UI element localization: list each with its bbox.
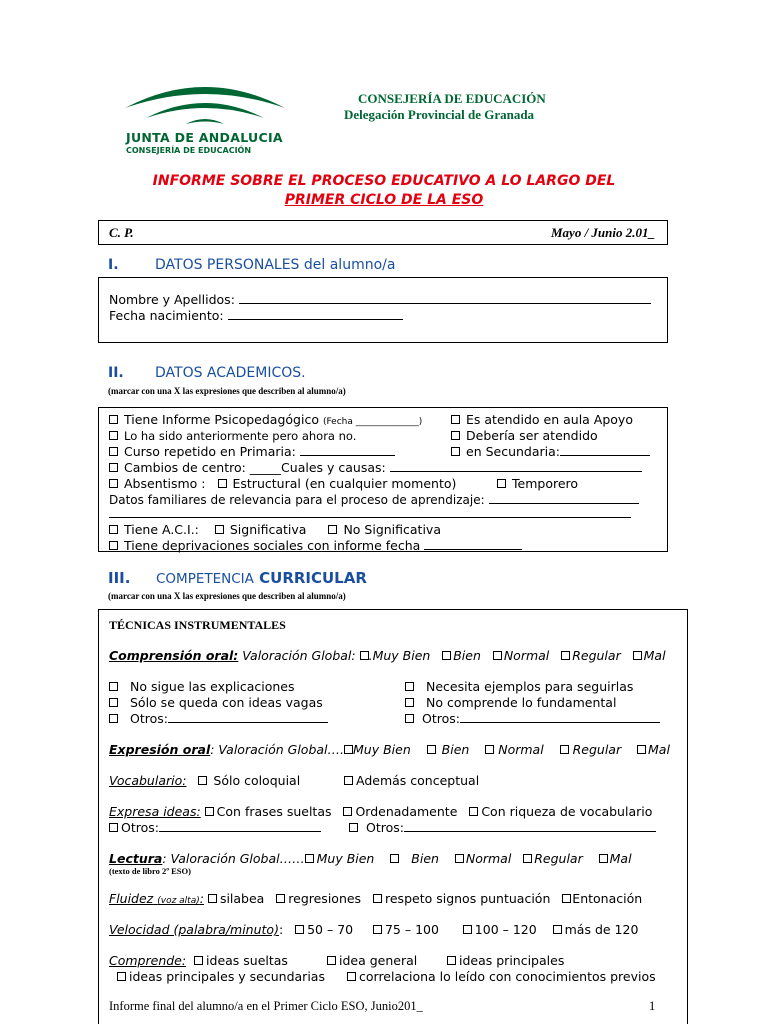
vel-mas-120-checkbox[interactable] [553,925,562,934]
expresion-muy-bien-label: Muy Bien [353,742,411,757]
comprension-label: Comprensión oral: [109,648,239,663]
ordenadamente-checkbox[interactable] [343,807,352,816]
general-row [327,953,417,968]
comprension-otros2-field[interactable] [460,711,660,723]
velocidad-row [109,922,638,937]
familiares-field-2[interactable] [109,506,631,518]
lectura-bien-checkbox[interactable] [390,854,399,863]
name-field[interactable] [239,292,651,304]
birth-label: Fecha nacimiento: [109,308,224,323]
lectura-bien-label: Bien [411,851,439,866]
section3-note: (marcar con una X las expresiones que describen al alumno/a) [108,591,346,601]
frases-label: Con frases sueltas [216,804,332,819]
deprivaciones-field[interactable] [424,538,522,550]
report-title-line1: INFORME SOBRE EL PROCESO EDUCATIVO A LO LARGO DEL [152,173,616,189]
principales-label: ideas principales [459,953,565,968]
deberia-row [451,428,598,443]
vel-75-100-label: 75 – 100 [384,922,439,937]
lectura-muy-bien-label: Muy Bien [316,851,375,866]
aci-checkbox[interactable] [109,525,118,534]
temporero-row [497,476,578,491]
comprension-normal-checkbox[interactable] [493,651,502,660]
expresa-otros2-row [349,820,656,835]
deberia-checkbox[interactable] [451,431,460,440]
estructural-label: Estructural (en cualquier momento) [232,476,457,491]
academic-data-box [98,407,668,552]
lectura-valoracion: : Valoración Global…… [162,851,305,866]
section2-title: DATOS ACADEMICOS. [155,365,306,381]
no-sigue-row [109,679,295,694]
entonacion-checkbox[interactable] [562,894,571,903]
ordenadamente-label: Ordenadamente [355,804,458,819]
expresion-regular-label: Regular [572,742,622,757]
expresa-otros-checkbox[interactable] [109,823,118,832]
logo-subtext: CONSEJERÍA DE EDUCACIÓN [126,146,252,155]
birth-field[interactable] [228,308,403,320]
fluidez-voz: (voz alta) [157,896,200,906]
sueltas-label: ideas sueltas [206,953,288,968]
comprension-row [109,648,666,663]
lectura-regular-checkbox[interactable] [523,854,532,863]
comprension-normal-label: Normal [503,648,550,663]
tecnicas-label: TÉCNICAS INSTRUMENTALES [109,618,286,632]
respeto-label: respeto signos puntuación [385,891,551,906]
section3-number: III. [108,569,131,587]
riqueza-checkbox[interactable] [469,807,478,816]
no-sigue-label: No sigue las explicaciones [130,679,295,694]
solo-ideas-label: Sólo se queda con ideas vagas [130,695,323,710]
comprension-muy-bien-checkbox[interactable] [360,651,369,660]
vocabulario-row [109,773,300,788]
principales-sec-label: ideas principales y secundarias [129,969,325,984]
fluidez-label-group [109,891,204,906]
logo-arcs-icon [120,74,290,130]
cambios-checkbox[interactable] [109,463,118,472]
comprension-regular-checkbox[interactable] [561,651,570,660]
comprension-otros-field[interactable] [168,711,328,723]
expresa-otros-field[interactable] [159,820,321,832]
correlaciona-checkbox[interactable] [347,972,356,981]
expresion-bien-label: Bien [441,742,470,757]
silabea-checkbox[interactable] [208,894,217,903]
aula-apoyo-checkbox[interactable] [451,415,460,424]
velocidad-colon: : [278,922,284,937]
curso-repetido-row [109,444,395,459]
coloquial-label: Sólo coloquial [213,773,301,788]
comprension-mal-checkbox[interactable] [633,651,642,660]
section3-heading [108,569,367,587]
no-comprende-row [405,695,616,710]
expresa-otros-label: Otros: [121,820,159,835]
lectura-regular-label: Regular [534,851,583,866]
principales-row [447,953,564,968]
comprension-muy-bien-label: .Muy Bien [368,648,431,663]
section1-heading [108,257,396,273]
report-title-line2: PRIMER CICLO DE LA ESO [284,192,484,208]
expresion-label: Expresión oral [109,742,211,757]
comprension-regular-label: Regular [572,648,621,663]
expresion-muy-bien-checkbox[interactable] [344,745,353,754]
riqueza-label: Con riqueza de vocabulario [481,804,653,819]
principales-sec-row [117,969,325,984]
name-label: Nombre y Apellidos: [109,292,235,307]
cambios-field[interactable] [390,460,642,472]
expresion-row [109,742,670,757]
comprension-valoracion: Valoración Global: [242,648,356,663]
expresa-otros2-field[interactable] [404,820,656,832]
informe-label: Tiene Informe Psicopedagógico [124,412,319,427]
cp-box [98,220,668,245]
vel-100-120-label: 100 – 120 [474,922,537,937]
no-sigue-checkbox[interactable] [109,682,118,691]
correlaciona-label: correlaciona lo leído con conocimientos previos [359,969,656,984]
lectura-normal-label: Normal [465,851,512,866]
comprension-otros-checkbox[interactable] [109,714,118,723]
fluidez-label: Fluidez [109,891,154,906]
section3-title-a: COMPETENCIA [156,571,254,587]
section1-title: DATOS PERSONALES del alumno/a [155,257,396,273]
section3-title [156,569,367,587]
page-number: 1 [649,999,656,1013]
fluidez-row [109,891,642,906]
significativa-checkbox[interactable] [215,525,224,534]
section1-number: I. [108,257,119,273]
comprension-otros-row [109,711,328,726]
secundaria-label: en Secundaria: [466,444,561,459]
general-label: idea general [339,953,418,968]
expresion-regular-checkbox[interactable] [560,745,569,754]
expresa-label: Expresa ideas: [109,804,201,819]
velocidad-label-group [109,922,279,937]
no-comprende-label: No comprende lo fundamental [426,695,617,710]
comprension-otros2-label: Otros: [422,711,460,726]
expresa-otros2-checkbox[interactable] [349,823,358,832]
lectura-label: Lectura [109,851,163,866]
regresiones-label: regresiones [288,891,362,906]
anteriormente-row [109,428,356,443]
date-label: Mayo / Junio 2.01_ [550,225,655,240]
name-row [109,292,651,307]
informe-checkbox[interactable] [109,415,118,424]
principales-sec-checkbox[interactable] [117,972,126,981]
comprension-bien-checkbox[interactable] [442,651,451,660]
footer-text: Informe final del alumno/a en el Primer Ciclo ESO, Junio201_ [109,999,423,1013]
comprension-otros2-checkbox[interactable] [405,714,414,723]
curso-repetido-field[interactable] [300,444,395,456]
general-checkbox[interactable] [327,956,336,965]
deberia-label: Debería ser atendido [466,428,598,443]
expresion-mal-checkbox[interactable] [637,745,646,754]
vel-75-100-checkbox[interactable] [373,925,382,934]
secundaria-field[interactable] [560,444,650,456]
fluidez-colon: : [199,891,204,906]
vel-100-120-checkbox[interactable] [463,925,472,934]
vel-50-70-checkbox[interactable] [295,925,304,934]
lectura-muy-bien-checkbox[interactable] [305,854,314,863]
comprende-label: Comprende: [109,953,187,968]
no-comprende-checkbox[interactable] [405,698,414,707]
estructural-checkbox[interactable] [218,479,227,488]
birth-row [109,308,403,323]
expresion-normal-label: Normal [498,742,544,757]
familiares-label: Datos familiares de relevancia para el proceso de aprendizaje: [109,493,485,507]
expresa-otros2-label: Otros: [366,820,404,835]
section2-heading [108,365,306,381]
lectura-row [109,851,632,866]
temporero-label: Temporero [512,476,579,491]
aci-label: Tiene A.C.I.: [124,522,199,537]
expresion-mal-label: Mal [648,742,670,757]
comprension-mal-label: Mal [643,648,666,663]
vocabulario-label: Vocabulario: [109,773,187,788]
aci-row [109,522,441,537]
cambios-row [109,460,642,475]
comprension-bien-label: Bien [453,648,481,663]
solo-ideas-row [109,695,323,710]
expresa-row [109,804,652,819]
vel-mas-120-label: más de 120 [564,922,639,937]
necesita-label: Necesita ejemplos para seguirlas [426,679,634,694]
org-line1: CONSEJERÍA DE EDUCACIÓN [358,91,546,106]
absentismo-checkbox[interactable] [109,479,118,488]
secundaria-checkbox[interactable] [451,447,460,456]
cambios-label: Cambios de centro: _____Cuales y causas: [124,460,386,475]
necesita-row [405,679,633,694]
expresion-bien-checkbox[interactable] [427,745,436,754]
necesita-checkbox[interactable] [405,682,414,691]
comprende-row [109,953,288,968]
curricular-box [98,609,688,1024]
junta-logo [120,74,290,160]
lectura-mal-label: Mal [609,851,632,866]
aula-apoyo-label: Es atendido en aula Apoyo [466,412,633,427]
informe-row [109,412,422,427]
curso-repetido-checkbox[interactable] [109,447,118,456]
org-line2: Delegación Provincial de Granada [344,107,535,122]
absentismo-row [109,476,456,491]
lectura-mal-checkbox[interactable] [599,854,608,863]
entonacion-label: Entonación [572,891,643,906]
expresa-otros-row [109,820,321,835]
frases-checkbox[interactable] [205,807,214,816]
lectura-texto: (texto de libro 2º ESO) [109,866,191,876]
personal-data-box [98,277,668,343]
temporero-checkbox[interactable] [497,479,506,488]
familiares-field[interactable] [489,492,639,504]
sueltas-checkbox[interactable] [194,956,203,965]
conceptual-row [344,773,479,788]
logo-text: JUNTA DE ANDALUCIA [126,130,283,145]
curso-repetido-label: Curso repetido en Primaria: [124,444,296,459]
no-significativa-label: No Significativa [343,522,441,537]
vel-50-70-label: 50 – 70 [307,922,354,937]
respeto-checkbox[interactable] [373,894,382,903]
regresiones-checkbox[interactable] [276,894,285,903]
aula-apoyo-row [451,412,633,427]
conceptual-label: Además conceptual [356,773,480,788]
comprension-otros-label: Otros: [130,711,168,726]
absentismo-label: Absentismo : [124,476,206,491]
solo-ideas-checkbox[interactable] [109,698,118,707]
secundaria-row [451,444,650,459]
coloquial-checkbox[interactable] [198,776,207,785]
expresion-normal-checkbox[interactable] [485,745,494,754]
principales-checkbox[interactable] [447,956,456,965]
expresion-valoracion: : Valoración Global…. [210,742,344,757]
conceptual-checkbox[interactable] [344,776,353,785]
section3-title-b: CURRICULAR [259,569,367,587]
fecha-label: (Fecha ______________) [322,417,423,427]
familiares-row2 [109,506,631,521]
anteriormente-label: Lo ha sido anteriormente pero ahora no. [124,429,357,443]
deprivaciones-label: Tiene deprivaciones sociales con informe fecha [124,538,421,553]
velocidad-label: Velocidad (palabra/minuto) [109,922,279,937]
cp-label: C. P. [109,225,134,240]
silabea-label: silabea [219,891,265,906]
section2-note: (marcar con una X las expresiones que describen al alumno/a) [108,386,346,396]
correlaciona-row [347,969,656,984]
section2-number: II. [108,365,124,381]
no-significativa-checkbox[interactable] [328,525,337,534]
comprension-otros2-row [405,711,660,726]
deprivaciones-checkbox[interactable] [109,541,118,550]
lectura-normal-checkbox[interactable] [455,854,464,863]
significativa-label: Significativa [229,522,307,537]
anteriormente-checkbox[interactable] [109,431,118,440]
deprivaciones-row [109,538,522,553]
familiares-row [109,492,639,507]
